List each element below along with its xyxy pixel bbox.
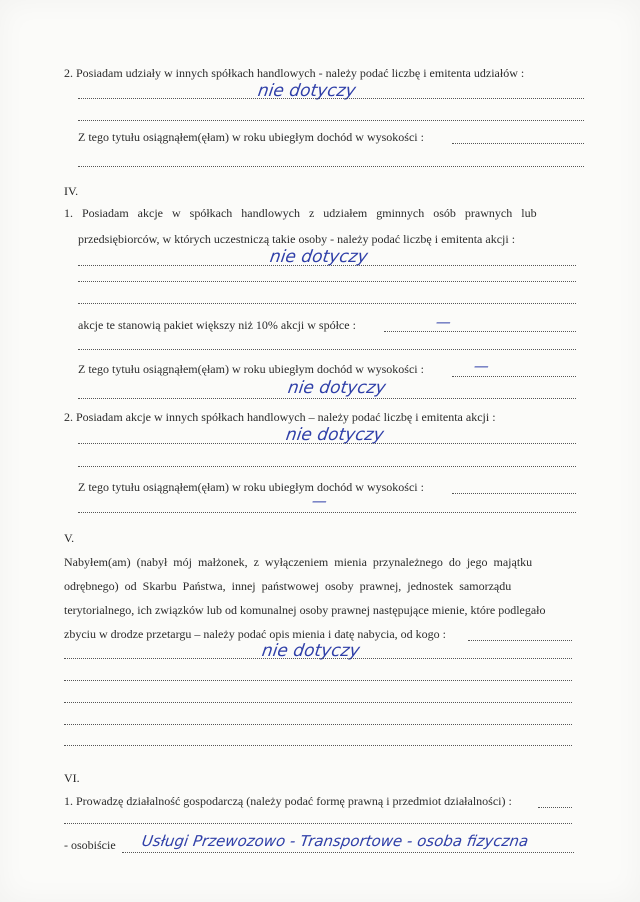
answer-line: [468, 640, 572, 641]
answer-line: [452, 143, 584, 144]
section4-package-text: akcje te stanowią pakiet większy niż 10% akcji w spółce :: [78, 318, 356, 332]
section5-answer: nie dotyczy: [260, 641, 362, 661]
section5-line2: odrębnego) od Skarbu Państwa, innej państwowej osoby prawnej, jednostek samorządu: [64, 579, 512, 593]
answer-line: [78, 166, 584, 167]
section4-package-answer: —: [434, 313, 453, 331]
section3-income-text: Z tego tytułu osiągnąłem(ęłam) w roku ubiegłym dochód w wysokości :: [78, 130, 424, 144]
answer-line: [78, 120, 584, 121]
answer-line: [64, 658, 572, 659]
section3-item2-answer: nie dotyczy: [256, 81, 358, 101]
answer-line: [64, 823, 572, 824]
answer-line: [78, 303, 576, 304]
section6-personal-answer: Usługi Przewozowo - Transportowe - osoba fizyczna: [140, 832, 530, 850]
section5-line4: zbyciu w drodze przetargu – należy podać opis mienia i datę nabycia, od kogo :: [64, 627, 446, 641]
section4-item2-answer: nie dotyczy: [284, 425, 386, 445]
answer-line: [538, 807, 572, 808]
section4-income1-answer: nie dotyczy: [286, 378, 388, 398]
section3-item2-text: 2. Posiadam udziały w innych spółkach handlowych - należy podać liczbę i emitenta udziałów :: [64, 66, 525, 80]
answer-line: [64, 745, 572, 746]
section4-income2-text: Z tego tytułu osiągnąłem(ęłam) w roku ubiegłym dochód w wysokości :: [78, 480, 424, 494]
answer-line: [78, 281, 576, 282]
answer-line: [78, 398, 576, 399]
answer-line: [384, 331, 576, 332]
section6-item1-text: 1. Prowadzę działalność gospodarczą (należy podać formę prawną i przedmiot działalności) :: [64, 794, 512, 808]
answer-line: [122, 852, 574, 853]
section5-line3: terytorialnego, ich związków lub od komunalnej osoby prawnej następujące mienie, które podlegało: [64, 603, 546, 617]
answer-line: [78, 98, 584, 99]
answer-line: [64, 724, 572, 725]
answer-line: [452, 376, 576, 377]
section4-item1-line1: 1. Posiadam akcje w spółkach handlowych z udziałem gminnych osób prawnych lub: [64, 206, 537, 220]
answer-line: [78, 443, 576, 444]
section4-income1-text: Z tego tytułu osiągnąłem(ęłam) w roku ubiegłym dochód w wysokości :: [78, 362, 424, 376]
section4-item2-text: 2. Posiadam akcje w innych spółkach handlowych – należy podać liczbę i emitenta akcji :: [64, 410, 496, 424]
answer-line: [78, 466, 576, 467]
section4-item1-line2: przedsiębiorców, w których uczestniczą takie osoby - należy podać liczbę i emitenta akcji :: [78, 232, 516, 246]
section5-line1: Nabyłem(am) (nabył mój małżonek, z wyłączeniem mienia przynależnego do jego majątku: [64, 555, 533, 569]
answer-line: [78, 512, 576, 513]
section6-personal-label: - osobiście: [64, 838, 116, 852]
answer-line: [452, 493, 576, 494]
section4-income2-answer: —: [310, 492, 329, 510]
section4-item1-answer: nie dotyczy: [268, 247, 370, 267]
answer-line: [64, 702, 572, 703]
answer-line: [64, 680, 572, 681]
section4-heading: IV.: [64, 184, 79, 198]
section5-heading: V.: [64, 531, 75, 545]
answer-line: [78, 349, 576, 350]
answer-line: [78, 265, 576, 266]
section6-heading: VI.: [64, 771, 80, 785]
section4-income1-dash: —: [472, 357, 491, 375]
